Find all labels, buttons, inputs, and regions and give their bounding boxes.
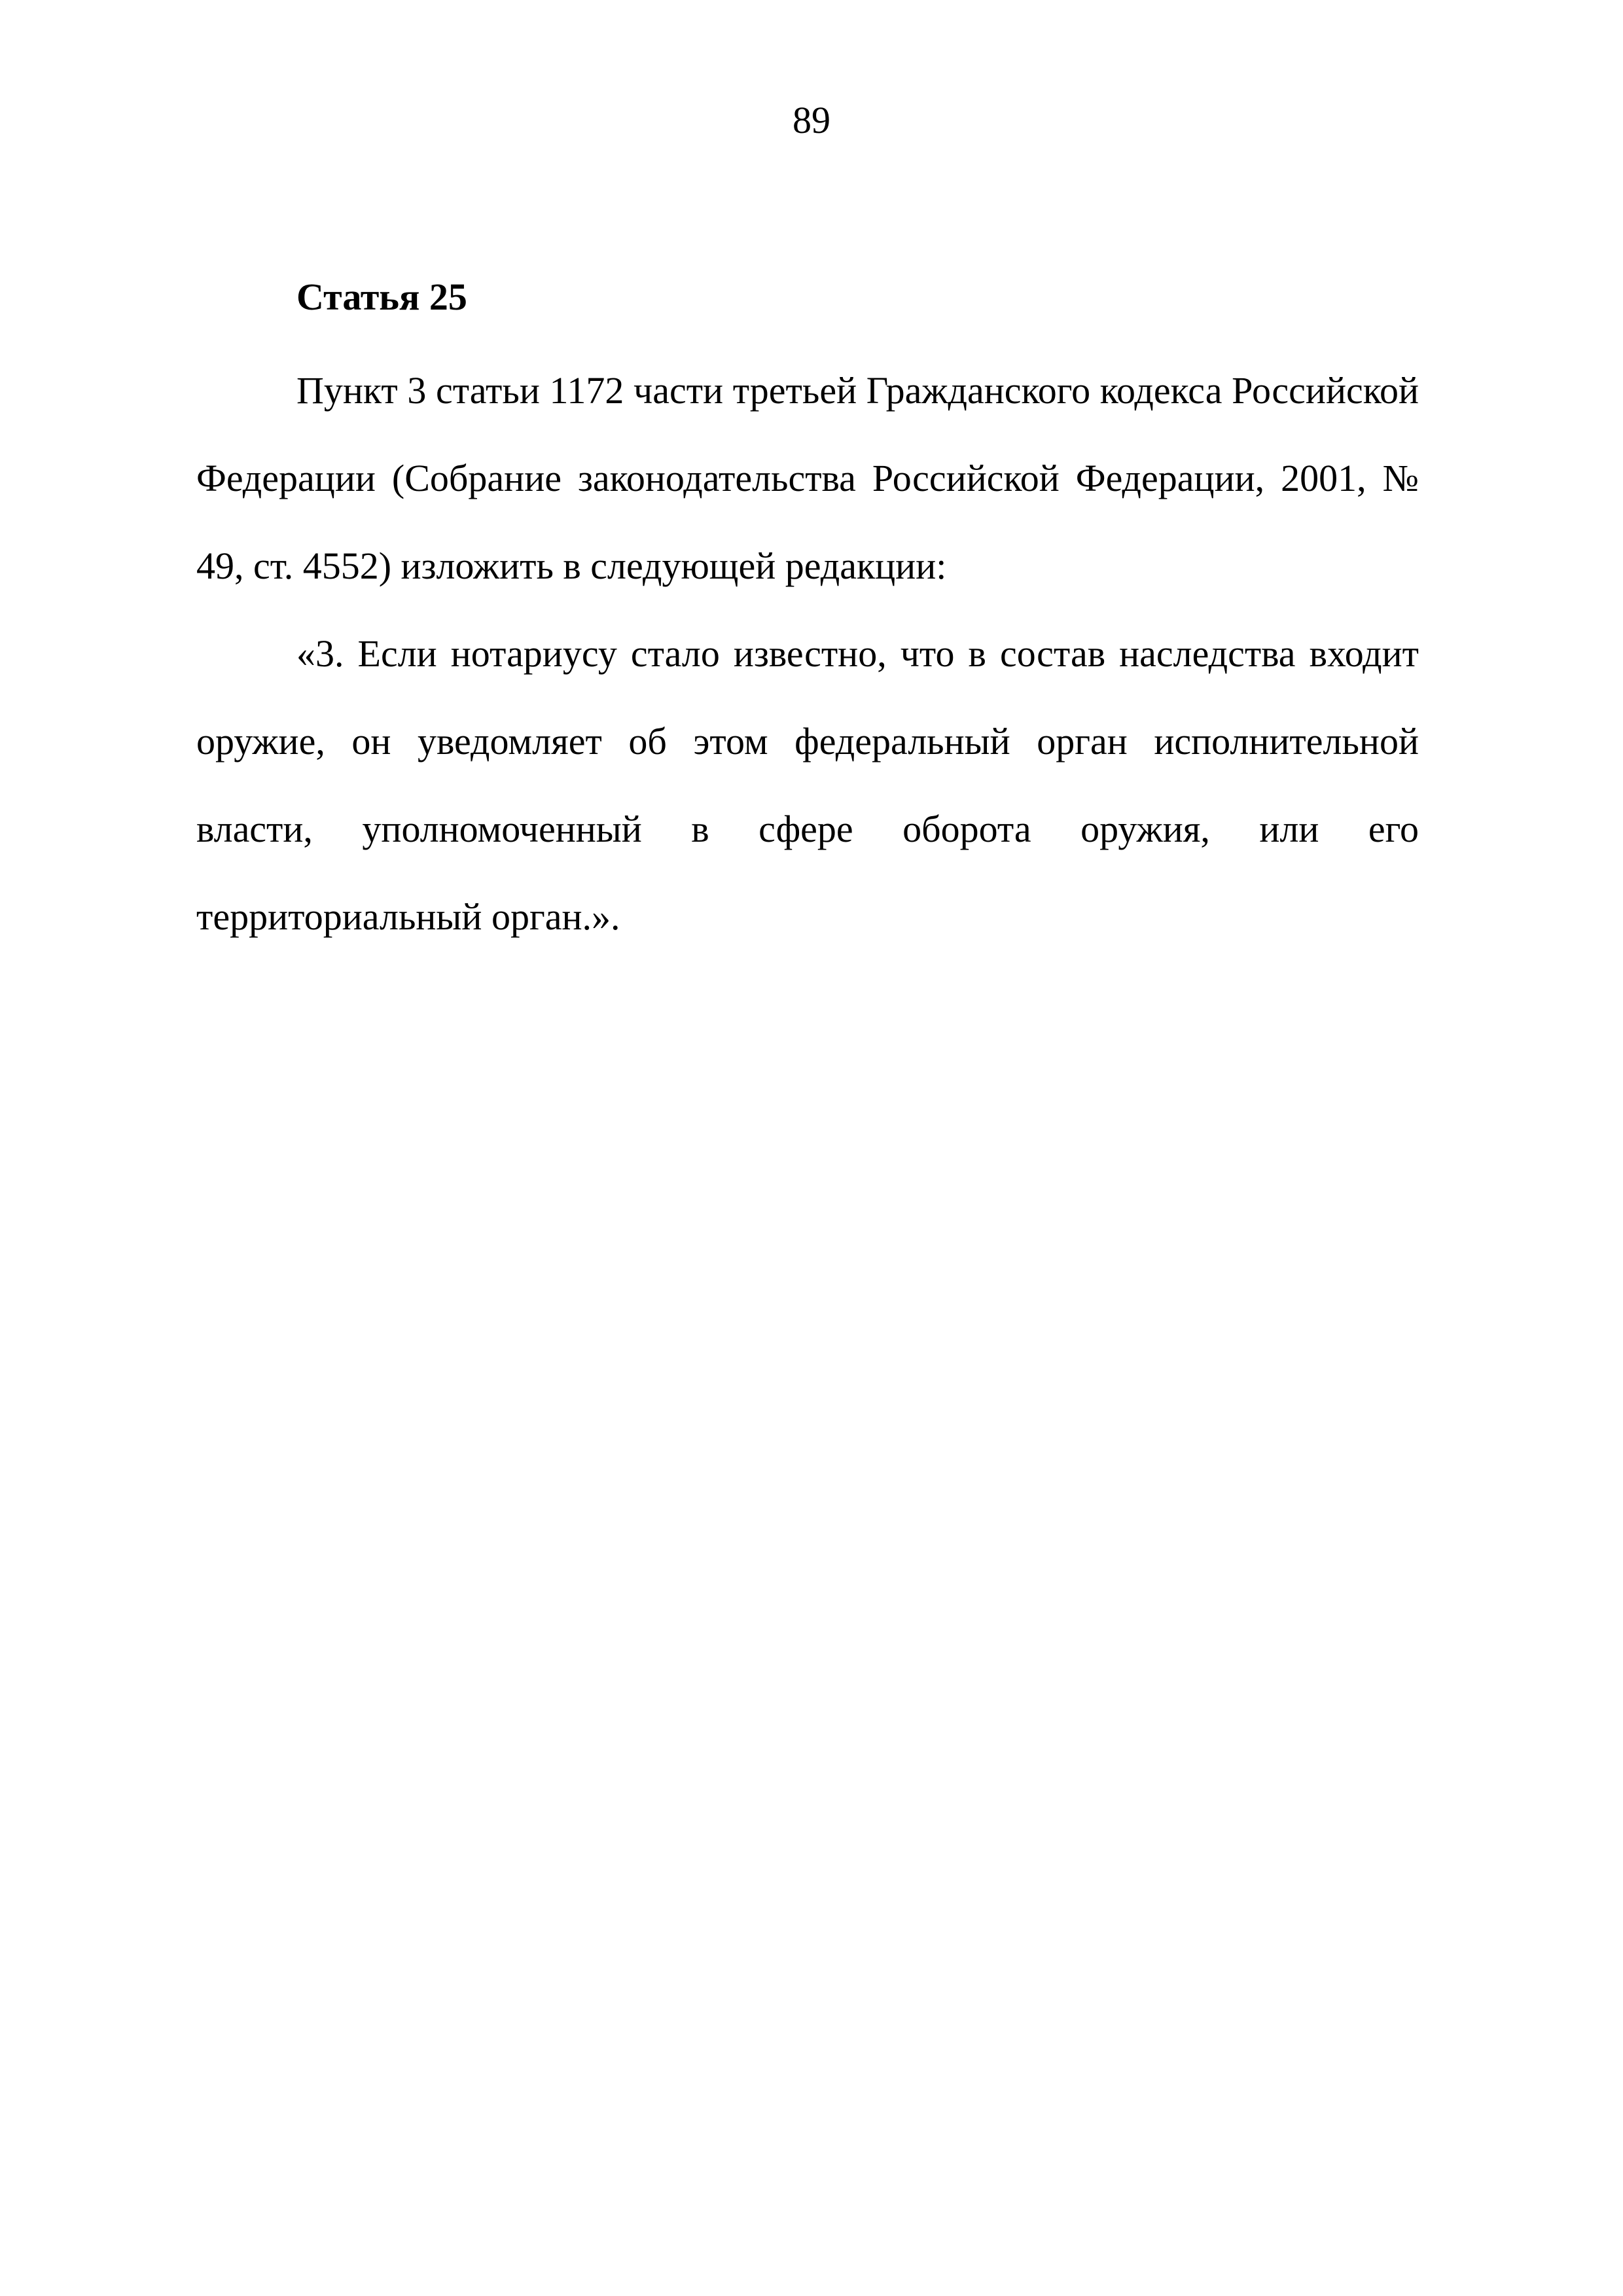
article-paragraph-2: «3. Если нотариусу стало известно, что в состав наследства входит оружие, он уведомляет об этом федеральный орган исполнительной власти, уполномоченный в сфере оборота оружия, или его территориальный орган.». <box>196 632 1419 938</box>
page-number: 89 <box>793 99 830 141</box>
article-heading: Статья 25 <box>296 276 467 318</box>
article-paragraph-1: Пункт 3 статьи 1172 части третьей Гражданского кодекса Российской Федерации (Собрание законодательства Российской Федерации, 2001, № 49, ст. 4552) изложить в следующей редакции: <box>196 369 1419 587</box>
